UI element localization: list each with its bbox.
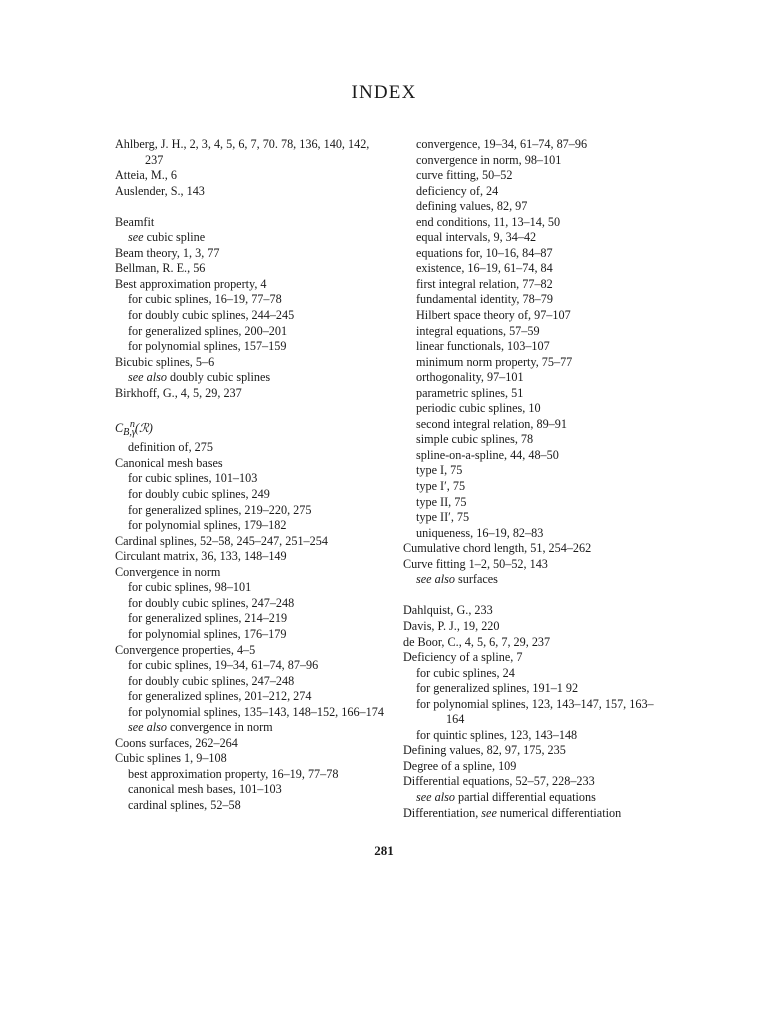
index-entry (115, 137, 387, 168)
index-entry-text: Beamfit (115, 214, 155, 229)
index-subentry (115, 487, 387, 503)
index-entry (403, 759, 671, 775)
cross-reference-label: see also (128, 720, 167, 735)
index-entry-text: for polynomial splines, 135–143, 148–152, 166–174 (128, 704, 384, 719)
index-entry-text: Deficiency of a spline, 7 (403, 650, 523, 665)
index-entry-text: Convergence in norm (115, 564, 221, 579)
index-subentry (403, 572, 671, 588)
index-column-right (403, 137, 671, 821)
index-entry (115, 736, 387, 752)
index-symbol: C (115, 420, 124, 435)
index-subentry (403, 261, 671, 277)
index-entry (115, 261, 387, 277)
index-entry-text: type II′, 75 (416, 510, 470, 525)
index-subentry (403, 417, 671, 433)
index-subentry (115, 798, 387, 814)
index-entry (115, 184, 387, 200)
index-entry-text: Dahlquist, G., 233 (403, 603, 493, 618)
index-subentry (403, 401, 671, 417)
index-subentry (403, 697, 671, 728)
index-entry (403, 635, 671, 651)
index-entry-text: convergence, 19–34, 61–74, 87–96 (416, 137, 588, 151)
index-subentry (403, 277, 671, 293)
index-entry-text: cardinal splines, 52–58 (128, 797, 241, 812)
index-entry-text: orthogonality, 97–101 (416, 370, 524, 385)
index-entry-text: Auslender, S., 143 (115, 183, 205, 198)
index-entry-text: Coons surfaces, 262–264 (115, 735, 238, 750)
index-entry-text: de Boor, C., 4, 5, 6, 7, 29, 237 (403, 634, 551, 649)
index-entry (403, 774, 671, 790)
index-entry (115, 355, 387, 371)
page-number: 281 (374, 843, 394, 858)
index-letter-gap (115, 199, 387, 215)
index-entry-text: simple cubic splines, 78 (416, 432, 534, 447)
page-title: INDEX (351, 82, 417, 103)
cross-reference-label: see also (128, 370, 167, 385)
index-subentry (115, 440, 387, 456)
index-entry-text: minimum norm property, 75–77 (416, 354, 573, 369)
index-entry-text: canonical mesh bases, 101–103 (128, 782, 282, 797)
index-entry (115, 456, 387, 472)
index-entry-text: for polynomial splines, 179–182 (128, 518, 287, 533)
index-entry-text: Ahlberg, J. H., 2, 3, 4, 5, 6, 7, 70. 78, 136, 140, 142, 237 (115, 137, 370, 167)
index-entry-text: convergence in norm, 98–101 (416, 152, 562, 167)
index-symbol-subscript: B,γ (123, 426, 136, 438)
index-subentry (403, 728, 671, 744)
index-entry-text: for cubic splines, 16–19, 77–78 (128, 292, 282, 307)
index-entry (115, 215, 387, 231)
index-symbol-argument: (ℛ) (134, 420, 153, 435)
index-entry-text: surfaces (457, 572, 498, 587)
index-entry-text: Beam theory, 1, 3, 77 (115, 245, 220, 260)
index-subentry (115, 292, 387, 308)
index-entry-text: convergence in norm (169, 720, 273, 735)
index-entry-text: for polynomial splines, 157–159 (128, 339, 287, 354)
index-entry (403, 603, 671, 619)
index-entry-text: Canonical mesh bases (115, 455, 223, 470)
index-entry-text: for doubly cubic splines, 249 (128, 487, 270, 502)
index-subentry (115, 705, 387, 721)
index-subentry (115, 230, 387, 246)
index-subentry (115, 580, 387, 596)
index-entry-text: end conditions, 11, 13–14, 50 (416, 214, 561, 229)
index-entry-text: deficiency of, 24 (416, 183, 499, 198)
index-subentry (403, 790, 671, 806)
index-entry-text: best approximation property, 16–19, 77–78 (128, 766, 339, 781)
index-entry-text: fundamental identity, 78–79 (416, 292, 553, 307)
index-subentry (403, 681, 671, 697)
index-entry-text: periodic cubic splines, 10 (416, 401, 541, 416)
index-entry-text: doubly cubic splines (169, 370, 271, 385)
index-subentry (403, 184, 671, 200)
cross-reference-label: see (128, 230, 144, 245)
cross-reference-label: see (481, 805, 497, 820)
index-subentry (403, 370, 671, 386)
index-entry-text: for generalized splines, 214–219 (128, 611, 288, 626)
index-subentry (403, 355, 671, 371)
index-entry-text: for cubic splines, 19–34, 61–74, 87–96 (128, 658, 319, 673)
index-entry (115, 751, 387, 767)
index-subentry (115, 596, 387, 612)
index-entry-text: partial differential equations (457, 789, 596, 804)
index-entry-text: Best approximation property, 4 (115, 276, 267, 291)
index-subentry (403, 215, 671, 231)
index-subentry (403, 153, 671, 169)
index-entry (403, 806, 671, 822)
index-letter-gap (115, 401, 387, 417)
index-entry-text: Bellman, R. E., 56 (115, 261, 206, 276)
index-entry-text: for polynomial splines, 123, 143–147, 157, 163–164 (416, 696, 654, 727)
index-subentry (115, 611, 387, 627)
index-entry-text: for generalized splines, 191–1 92 (416, 681, 579, 696)
index-entry-text: curve fitting, 50–52 (416, 168, 513, 183)
index-subentry (115, 782, 387, 798)
index-entry-text: spline-on-a-spline, 44, 48–50 (416, 447, 559, 462)
index-entry-text: for generalized splines, 200–201 (128, 323, 288, 338)
index-entry-text: for cubic splines, 101–103 (128, 471, 258, 486)
index-subentry (403, 137, 671, 153)
index-subentry (115, 370, 387, 386)
index-entry-text: equal intervals, 9, 34–42 (416, 230, 537, 245)
index-subentry (115, 627, 387, 643)
index-entry-text: parametric splines, 51 (416, 385, 524, 400)
index-entry (403, 541, 671, 557)
index-subentry (403, 386, 671, 402)
index-symbol-superscript: n (129, 418, 135, 430)
index-entry-text: Differential equations, 52–57, 228–233 (403, 774, 595, 789)
index-subentry (115, 308, 387, 324)
index-entry (403, 650, 671, 666)
index-entry (115, 549, 387, 565)
index-subentry (115, 339, 387, 355)
index-subentry (115, 720, 387, 736)
index-entry-text: Birkhoff, G., 4, 5, 29, 237 (115, 385, 242, 400)
index-entry-text: for quintic splines, 123, 143–148 (416, 727, 578, 742)
index-entry-text: Davis, P. J., 19, 220 (403, 618, 500, 633)
index-entry-text: existence, 16–19, 61–74, 84 (416, 261, 553, 276)
index-subentry (403, 324, 671, 340)
index-entry-text: for generalized splines, 219–220, 275 (128, 502, 312, 517)
index-subentry (403, 432, 671, 448)
index-subentry (403, 199, 671, 215)
index-subentry (403, 510, 671, 526)
index-entry-text: for generalized splines, 201–212, 274 (128, 689, 312, 704)
index-subentry (403, 495, 671, 511)
index-subentry (403, 230, 671, 246)
index-entry-text: for doubly cubic splines, 247–248 (128, 595, 295, 610)
index-entry-text: Hilbert space theory of, 97–107 (416, 308, 571, 323)
index-entry-text: first integral relation, 77–82 (416, 276, 553, 291)
index-entry (115, 417, 387, 441)
index-entry-text: Bicubic splines, 5–6 (115, 354, 215, 369)
index-entry (403, 557, 671, 573)
index-entry-text: type I′, 75 (416, 479, 466, 494)
index-entry (115, 168, 387, 184)
index-subentry (403, 308, 671, 324)
index-entry-text: for doubly cubic splines, 247–248 (128, 673, 295, 688)
index-entry-text: for polynomial splines, 176–179 (128, 626, 287, 641)
cross-reference-label: see also (416, 789, 455, 804)
index-entry-text: integral equations, 57–59 (416, 323, 540, 338)
index-entry (115, 565, 387, 581)
index-entry-text: for cubic splines, 98–101 (128, 580, 252, 595)
index-entry-text: Atteia, M., 6 (115, 168, 177, 183)
index-subentry (403, 526, 671, 542)
index-subentry (403, 292, 671, 308)
index-entry (115, 386, 387, 402)
index-entry (115, 246, 387, 262)
index-subentry (115, 767, 387, 783)
index-entry-text: definition of, 275 (128, 440, 213, 455)
index-entry-text: Differentiation, (403, 805, 479, 820)
cross-reference-label: see also (416, 572, 455, 587)
index-subentry (115, 324, 387, 340)
index-subentry (403, 448, 671, 464)
index-entry-text: type I, 75 (416, 463, 463, 478)
index-subentry (403, 463, 671, 479)
index-entry-text: second integral relation, 89–91 (416, 416, 567, 431)
index-subentry (115, 471, 387, 487)
index-entry-text: numerical differentiation (499, 805, 622, 820)
index-entry-text: Curve fitting 1–2, 50–52, 143 (403, 556, 548, 571)
index-subentry (115, 674, 387, 690)
index-entry-text: equations for, 10–16, 84–87 (416, 245, 553, 260)
index-letter-gap (403, 588, 671, 604)
index-subentry (115, 689, 387, 705)
index-subentry (403, 339, 671, 355)
index-entry-text: uniqueness, 16–19, 82–83 (416, 525, 544, 540)
index-entry-text: Cubic splines 1, 9–108 (115, 751, 227, 766)
index-entry-text: for doubly cubic splines, 244–245 (128, 308, 295, 323)
index-subentry (403, 479, 671, 495)
index-entry-text: Circulant matrix, 36, 133, 148–149 (115, 549, 287, 564)
index-entry (403, 619, 671, 635)
index-entry-text: Degree of a spline, 109 (403, 758, 517, 773)
index-entry-text: for cubic splines, 24 (416, 665, 515, 680)
index-entry-text: defining values, 82, 97 (416, 199, 528, 214)
index-subentry (115, 503, 387, 519)
index-entry-text: Defining values, 82, 97, 175, 235 (403, 743, 566, 758)
index-entry (115, 534, 387, 550)
index-entry (115, 277, 387, 293)
index-entry-text: Cardinal splines, 52–58, 245–247, 251–254 (115, 533, 328, 548)
index-entry-text: linear functionals, 103–107 (416, 339, 550, 354)
index-subentry (403, 666, 671, 682)
index-entry (115, 643, 387, 659)
index-entry-text: Convergence properties, 4–5 (115, 642, 256, 657)
index-column-left (115, 137, 387, 814)
index-entry-text: cubic spline (146, 230, 206, 245)
index-subentry (403, 246, 671, 262)
index-entry (403, 743, 671, 759)
index-entry-text: type II, 75 (416, 494, 467, 509)
index-subentry (403, 168, 671, 184)
index-subentry (115, 658, 387, 674)
index-subentry (115, 518, 387, 534)
index-entry-text: Cumulative chord length, 51, 254–262 (403, 541, 592, 556)
